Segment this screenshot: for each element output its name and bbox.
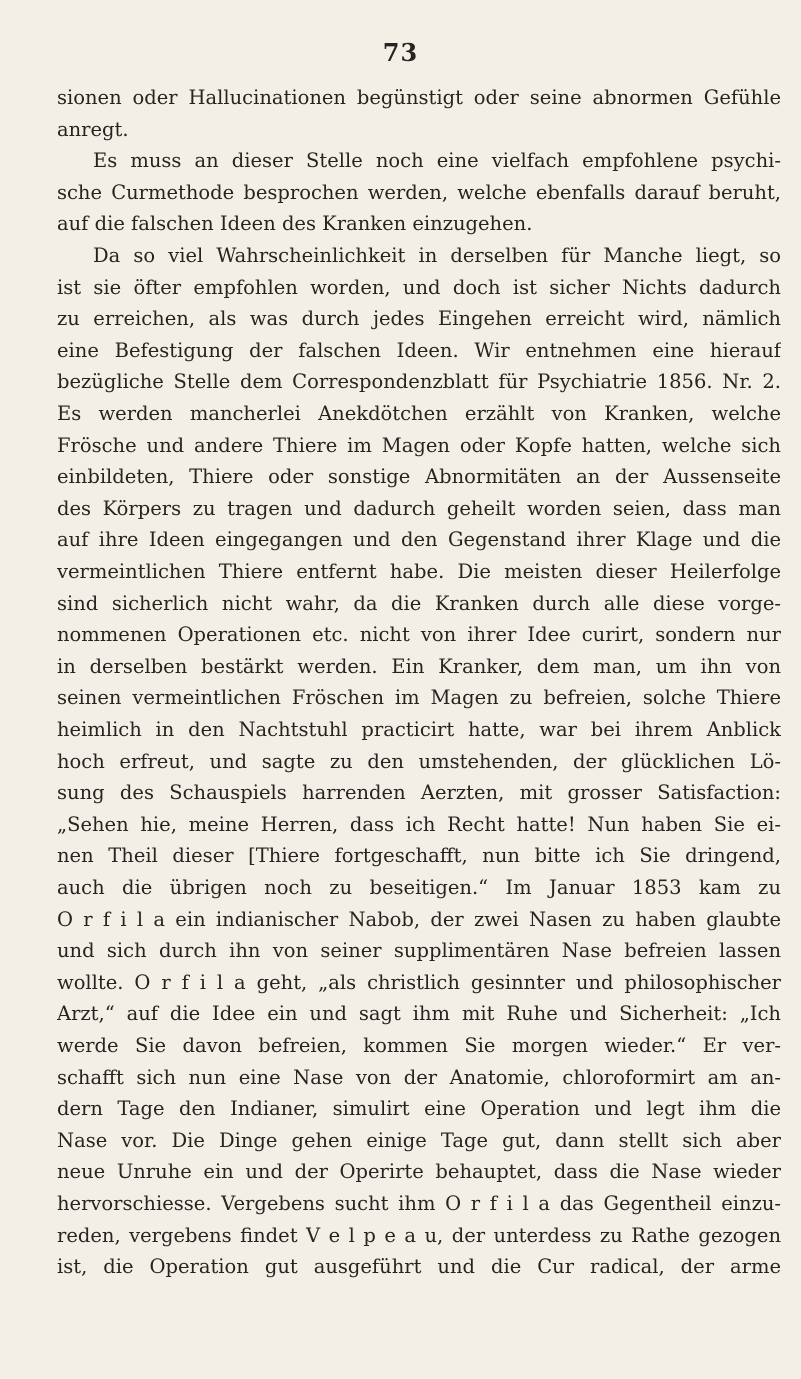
text-line: sind sicherlich nicht wahr, da die Kranken durch alle diese vorge- <box>57 591 781 615</box>
text-line: Arzt,“ auf die Idee ein und sagt ihm mit Ruhe und Sicherheit: „Ich <box>57 1002 781 1026</box>
text-line: ist, die Operation gut ausgeführt und die Cur radical, der arme <box>57 1255 781 1279</box>
text-line: heimlich in den Nachtstuhl practicirt hatte, war bei ihrem Anblick <box>57 718 781 741</box>
text-line: dern Tage den Indianer, simulirt eine Operation und legt ihm die <box>57 1097 781 1121</box>
text-line: „Sehen hie, meine Herren, dass ich Recht hatte! Nun haben Sie ei- <box>57 812 781 836</box>
text-line: des Körpers zu tragen und dadurch geheilt worden seien, dass man <box>57 496 781 520</box>
text-line: zu erreichen, als was durch jedes Eingehen erreicht wird, nämlich <box>57 307 781 331</box>
text-line: eine Befestigung der falschen Ideen. Wir entnehmen eine hierauf <box>57 338 781 362</box>
text-line: Es muss an dieser Stelle noch eine vielfach empfohlene psychi- <box>93 149 781 173</box>
text-line: einbildeten, Thiere oder sonstige Abnormitäten an der Aussenseite <box>57 465 781 489</box>
text-line: Da so viel Wahrscheinlichkeit in derselben für Manche liegt, so <box>93 244 781 267</box>
text-line: auf ihre Ideen eingegangen und den Gegenstand ihrer Klage und die <box>57 528 781 552</box>
text-line: nen Theil dieser [Thiere fortgeschafft, nun bitte ich Sie dringend, <box>57 844 781 868</box>
text-line: sung des Schauspiels harrenden Aerzten, mit grosser Satisfaction: <box>57 781 781 805</box>
text-line: sche Curmethode besprochen werden, welche ebenfalls darauf beruht, <box>57 180 781 204</box>
text-line: Frösche und andere Thiere im Magen oder Kopfe hatten, welche sich <box>57 433 781 457</box>
text-line: Es werden mancherlei Anekdötchen erzählt von Kranken, welche <box>57 402 781 425</box>
text-line: hoch erfreut, und sagte zu den umstehenden, der glücklichen Lö- <box>57 749 781 773</box>
text-line: auf die falschen Ideen des Kranken einzugehen. <box>57 212 533 236</box>
text-line: werde Sie davon befreien, kommen Sie morgen wieder.“ Er ver- <box>57 1034 781 1057</box>
text-line: reden, vergebens findet V e l p e a u, der unterdess zu Rathe gezogen <box>57 1223 781 1247</box>
text-line: hervorschiesse. Vergebens sucht ihm O r f i l a das Gegentheil einzu- <box>57 1192 781 1215</box>
text-line: bezügliche Stelle dem Correspondenzblatt für Psychiatrie 1856. Nr. 2. <box>57 370 781 394</box>
text-line: nommenen Operationen etc. nicht von ihrer Idee curirt, sondern nur <box>57 623 781 647</box>
text-line: schafft sich nun eine Nase von der Anatomie, chloroformirt am an- <box>57 1065 781 1089</box>
text-line: sionen oder Hallucinationen begünstigt oder seine abnormen Gefühle <box>57 86 781 109</box>
text-line: seinen vermeintlichen Fröschen im Magen zu befreien, solche Thiere <box>57 686 781 710</box>
page-number: 73 <box>382 38 419 67</box>
text-line: neue Unruhe ein und der Operirte behauptet, dass die Nase wieder <box>57 1160 781 1184</box>
text-line: O r f i l a ein indianischer Nabob, der zwei Nasen zu haben glaubte <box>57 907 781 931</box>
text-line: auch die übrigen noch zu beseitigen.“ Im Januar 1853 kam zu <box>57 876 781 899</box>
text-line: wollte. O r f i l a geht, „als christlich gesinnter und philosophischer <box>57 970 781 994</box>
text-line: anregt. <box>57 117 129 141</box>
text-line: und sich durch ihn von seiner supplimentären Nase befreien lassen <box>57 939 781 963</box>
text-line: ist sie öfter empfohlen worden, und doch ist sicher Nichts dadurch <box>57 275 781 299</box>
text-line: vermeintlichen Thiere entfernt habe. Die meisten dieser Heilerfolge <box>57 560 781 583</box>
text-line: in derselben bestärkt werden. Ein Kranker, dem man, um ihn von <box>57 654 781 678</box>
text-line: Nase vor. Die Dinge gehen einige Tage gut, dann stellt sich aber <box>57 1128 781 1152</box>
